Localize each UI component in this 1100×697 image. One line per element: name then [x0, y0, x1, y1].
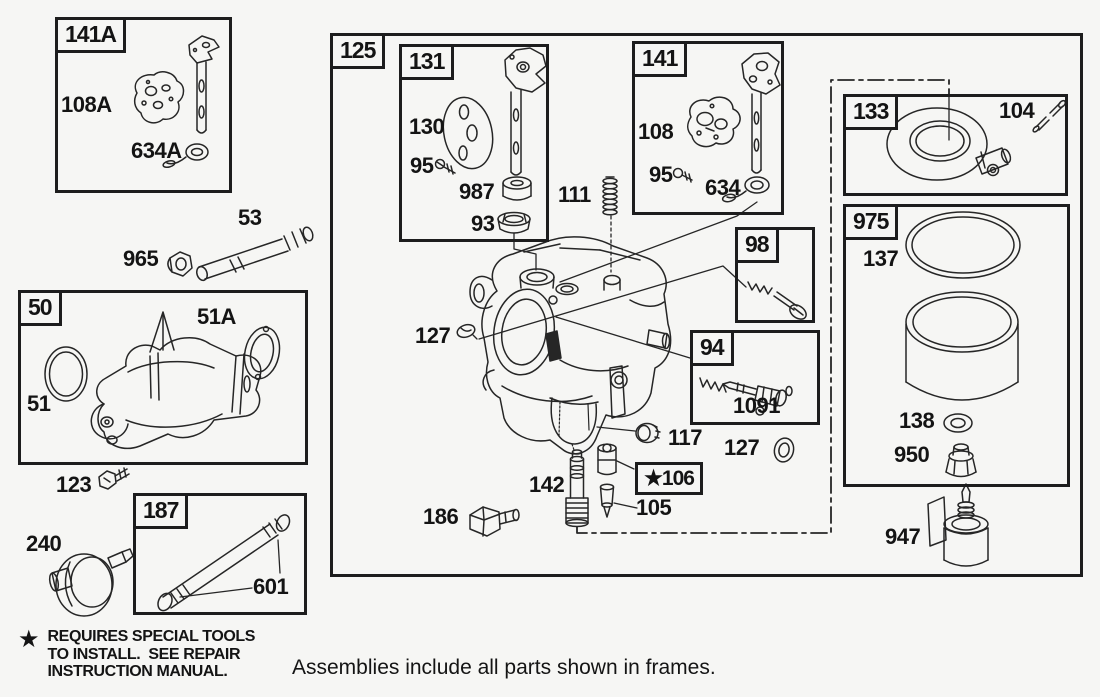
part-label-51A-4: 51A: [197, 304, 236, 329]
part-label-93-12: 93: [471, 211, 495, 236]
part-label-138-26: 138: [899, 408, 935, 433]
part-label-117-18: 117: [668, 425, 702, 450]
part-label-51-5: 51: [27, 391, 51, 416]
part-label-987-11: 987: [459, 179, 495, 204]
part-label-127-17: 127: [415, 323, 451, 348]
part-label-240-7: 240: [26, 531, 62, 556]
part-label-947-28: 947: [885, 524, 921, 549]
frame-label-187: 187: [133, 493, 188, 529]
part-label-142-21: 142: [529, 472, 565, 497]
part-label-186-22: 186: [423, 504, 459, 529]
fuel-pipe-53-art: [195, 226, 315, 282]
frame-50: [18, 290, 308, 465]
frame-label-50: 50: [18, 290, 62, 326]
part-label-137-25: 137: [863, 246, 899, 271]
part-label-53-2: 53: [238, 205, 262, 230]
frame-label-131: 131: [399, 44, 454, 80]
footnote-line-3: INSTRUCTION MANUAL.: [47, 663, 228, 680]
frame-106: [635, 462, 703, 495]
footnote: [18, 628, 255, 681]
footnote-line-1: REQUIRES SPECIAL TOOLS: [47, 628, 256, 645]
part-label-601-8: 601: [253, 574, 289, 599]
frame-label-98: 98: [735, 227, 779, 263]
part-label-108A-0: 108A: [61, 92, 112, 117]
part-label-111-13: 111: [558, 182, 591, 207]
star-icon: ★: [18, 626, 40, 653]
fuel-filter-240-art: [48, 549, 133, 616]
footnote-line-2: TO INSTALL. SEE REPAIR: [47, 645, 241, 663]
part-label-950-27: 950: [894, 442, 930, 467]
frame-label-106: ★106: [638, 465, 700, 492]
frame-label-94: 94: [690, 330, 734, 366]
part-label-108-14: 108: [638, 119, 674, 144]
part-label-634A-1: 634A: [131, 138, 182, 163]
nut-965-art: [168, 252, 192, 276]
frame-label-133: 133: [843, 94, 898, 130]
footnote-text: [48, 628, 256, 681]
part-label-1091-19: 1091: [733, 393, 780, 418]
part-label-123-6: 123: [56, 472, 92, 497]
part-label-127-20: 127: [724, 435, 760, 460]
bolt-123-art: [99, 468, 129, 489]
part-label-634-16: 634: [705, 175, 741, 200]
frame-label-141: 141: [632, 41, 687, 77]
frame-label-975: 975: [843, 204, 898, 240]
part-label-95-15: 95: [649, 162, 673, 187]
part-label-965-3: 965: [123, 246, 159, 271]
assemblies-note: Assemblies include all parts shown in frames.: [292, 656, 716, 679]
frame-label-141A: 141A: [55, 17, 126, 53]
part-label-130-9: 130: [409, 114, 445, 139]
frame-133: [843, 94, 1068, 196]
part-label-95-10: 95: [410, 153, 434, 178]
part-label-105-23: 105: [636, 495, 672, 520]
frame-label-125: 125: [330, 33, 385, 69]
part-label-104-24: 104: [999, 98, 1035, 123]
frame-98: [735, 227, 815, 323]
